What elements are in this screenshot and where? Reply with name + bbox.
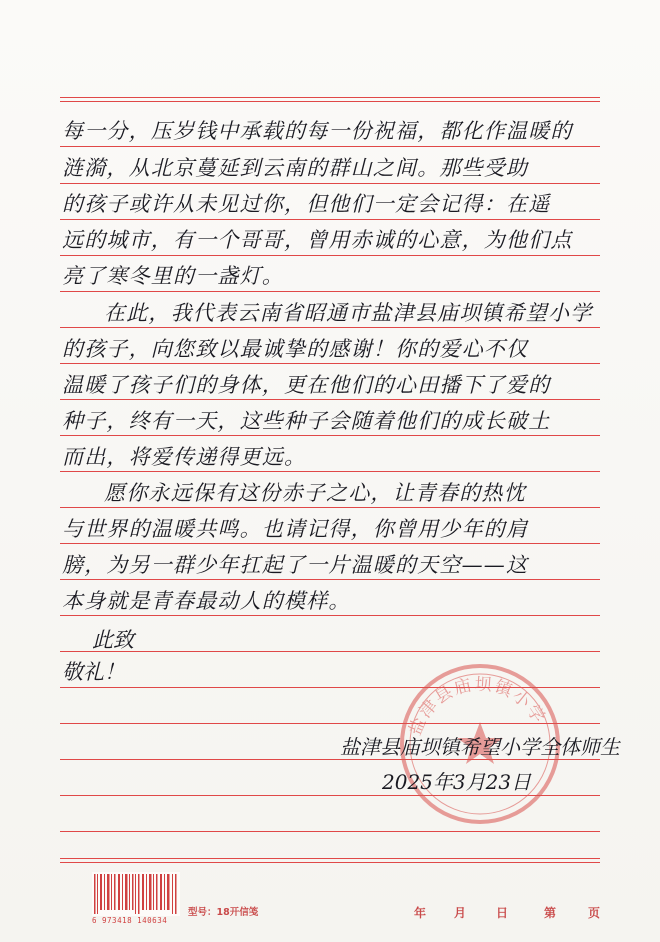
ruled-line <box>60 507 600 508</box>
header-double-rule <box>60 97 600 98</box>
ruled-line <box>60 399 600 400</box>
footer-year-label: 年 <box>414 906 427 920</box>
letter-line-9: 种子，终有一天，这些种子会随着他们的成长破土 <box>62 409 551 433</box>
barcode-number: 6 973418 140634 <box>92 916 168 925</box>
ruled-line <box>60 471 600 472</box>
letter-line-4: 远的城市，有一个哥哥，曾用赤诚的心意，为他们点 <box>62 228 573 252</box>
footer-day-label: 日 <box>496 906 509 920</box>
ruled-line <box>60 831 600 832</box>
barcode <box>92 872 180 916</box>
ruled-line <box>60 183 600 184</box>
letter-line-1: 每一分，压岁钱中承载的每一份祝福，都化作温暖的 <box>62 119 573 143</box>
letter-line-7: 的孩子，向您致以最诚挚的感谢！你的爱心不仅 <box>62 337 529 361</box>
ruled-line <box>60 255 600 256</box>
footer-month-label: 月 <box>454 906 467 920</box>
ruled-line <box>60 363 600 364</box>
footer-page-label: 页 <box>588 906 601 920</box>
ruled-line <box>60 291 600 292</box>
letter-line-14: 本身就是青春最动人的模样。 <box>62 589 351 613</box>
letter-line-12: 与世界的温暖共鸣。也请记得，你曾用少年的肩 <box>62 517 529 541</box>
signature-date: 2025年3月23日 <box>382 770 532 794</box>
letter-line-6: 在此，我代表云南省昭通市盐津县庙坝镇希望小学 <box>104 301 593 325</box>
salutation: 敬礼！ <box>62 660 125 684</box>
ruled-line <box>60 146 600 147</box>
footer-double-rule <box>60 858 600 859</box>
letter-line-2: 涟漪，从北京蔓延到云南的群山之间。那些受助 <box>62 156 529 180</box>
paper-model-label: 型号：18开信笺 <box>188 907 259 918</box>
signature: 盐津县庙坝镇希望小学全体师生 <box>340 735 620 759</box>
letter-line-13: 膀，为另一群少年扛起了一片温暖的天空——这 <box>62 553 529 577</box>
ruled-line <box>60 651 600 652</box>
ruled-line <box>60 615 600 616</box>
letter-line-10: 而出，将爱传递得更远。 <box>62 445 307 469</box>
letter-line-3: 的孩子或许从未见过你，但他们一定会记得：在遥 <box>62 192 551 216</box>
letter-line-11: 愿你永远保有这份赤子之心，让青春的热忱 <box>104 481 526 505</box>
footer-page-number-label: 第 <box>544 906 557 920</box>
ruled-line <box>60 579 600 580</box>
closing-phrase: 此致 <box>92 628 134 652</box>
letter-line-5: 亮了寒冬里的一盏灯。 <box>62 264 284 288</box>
ruled-line <box>60 543 600 544</box>
ruled-line <box>60 219 600 220</box>
ruled-line <box>60 435 600 436</box>
svg-text:盐津县庙坝镇小学: 盐津县庙坝镇小学 <box>405 674 550 739</box>
ruled-line <box>60 327 600 328</box>
letter-line-8: 温暖了孩子们的身体，更在他们的心田播下了爱的 <box>62 373 551 397</box>
